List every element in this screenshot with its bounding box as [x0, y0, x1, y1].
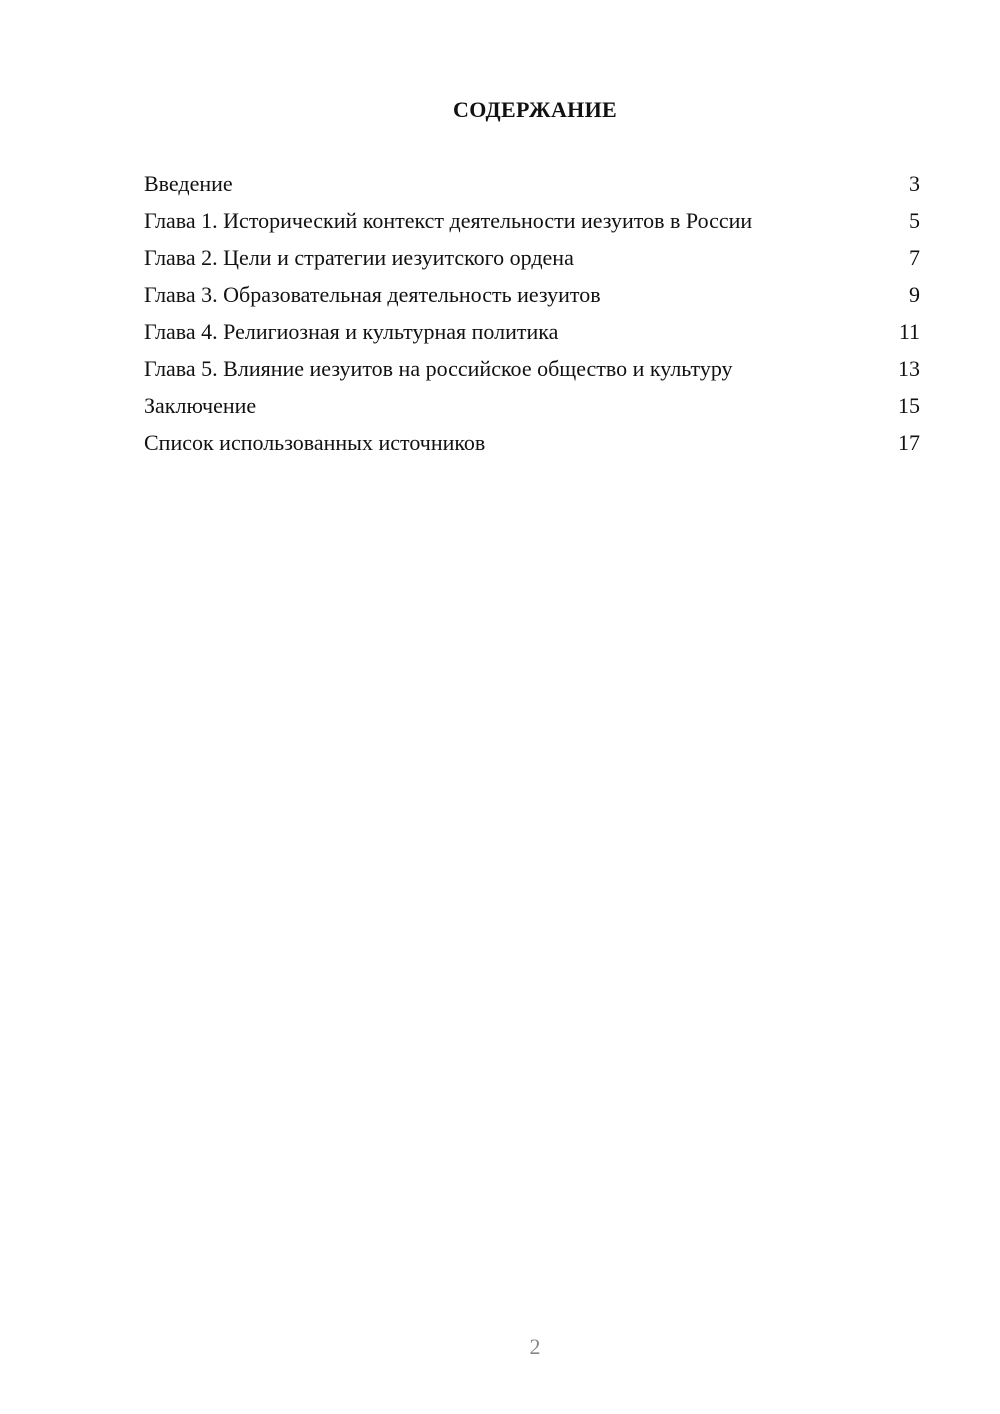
- toc-entry-page: 11: [898, 319, 920, 344]
- toc-entry-label: Глава 4. Религиозная и культурная политика: [144, 319, 559, 344]
- toc-entry-label: Глава 2. Цели и стратегии иезуитского ордена: [144, 245, 574, 270]
- toc-entry-page: 9: [909, 282, 920, 307]
- table-of-contents: [144, 170, 920, 466]
- toc-entry-references: [144, 429, 920, 456]
- toc-entry-chapter-2: [144, 244, 920, 271]
- toc-entry-chapter-1: [144, 207, 920, 234]
- page-title: СОДЕРЖАНИЕ: [453, 97, 617, 122]
- toc-entry-page: 7: [909, 245, 920, 270]
- toc-entry-page: 17: [898, 430, 920, 455]
- toc-entry-label: Заключение: [144, 393, 257, 418]
- toc-entry-chapter-4: [144, 318, 920, 345]
- toc-entry-chapter-5: [144, 355, 920, 382]
- toc-entry-label: Глава 3. Образовательная деятельность иезуитов: [144, 282, 601, 307]
- toc-entry-page: 3: [909, 171, 920, 196]
- toc-entry-label: Список использованных источников: [144, 430, 486, 455]
- toc-entry-label: Глава 1. Исторический контекст деятельности иезуитов в России: [144, 208, 753, 233]
- toc-entry-conclusion: [144, 392, 920, 419]
- page-number: 2: [529, 1334, 541, 1359]
- toc-entry-chapter-3: [144, 281, 920, 308]
- toc-entry-page: 5: [909, 208, 920, 233]
- toc-entry-label: Глава 5. Влияние иезуитов на российское общество и культуру: [144, 356, 733, 381]
- toc-entry-label: Введение: [144, 171, 233, 196]
- toc-entry-page: 15: [898, 393, 920, 418]
- toc-entry-introduction: [144, 170, 920, 197]
- toc-entry-page: 13: [898, 356, 920, 381]
